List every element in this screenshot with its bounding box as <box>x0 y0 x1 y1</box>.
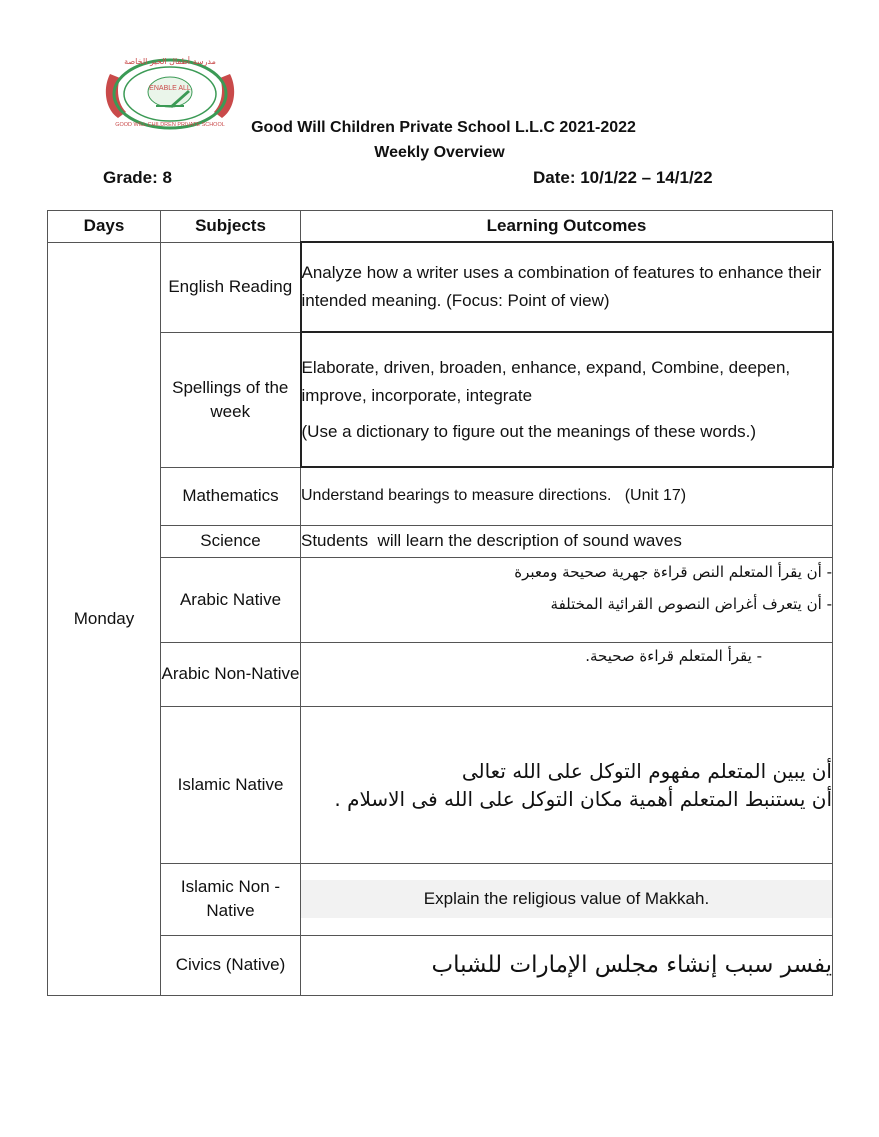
outcome-cell <box>301 525 833 557</box>
outcome-text: Elaborate, driven, broaden, enhance, expand, Combine, deepen, improve, incorporate, integrate <box>301 357 791 405</box>
subject-cell: Spellings of the week <box>161 332 301 467</box>
outcome-cell <box>301 242 833 332</box>
subject-cell: English Reading <box>161 242 301 332</box>
table-row <box>48 525 833 557</box>
outcome-cell <box>301 863 833 935</box>
outcome-text: (Use a dictionary to figure out the meanings of these words.) <box>301 421 757 441</box>
subject-cell: Mathematics <box>161 467 301 525</box>
column-header-subjects: Subjects <box>161 211 301 243</box>
table-row <box>48 863 833 935</box>
table-row <box>48 935 833 995</box>
table-row <box>48 332 833 467</box>
page-subtitle: Weekly Overview <box>374 144 505 161</box>
outcome-cell <box>301 935 833 995</box>
table-header-row <box>48 211 833 243</box>
logo-top-text: مدرسة أطفال الخير الخاصة <box>124 57 216 66</box>
outcome-text: يفسر سبب إنشاء مجلس الإمارات للشباب <box>431 952 832 978</box>
outcome-text: أن يبين المتعلم مفهوم التوكل على الله تعالى <box>461 758 832 783</box>
date-label: Date: 10/1/22 – 14/1/22 <box>533 168 713 187</box>
table-row <box>48 557 833 642</box>
table-row <box>48 242 833 332</box>
logo-ring-text: GOOD WILL CHILDREN PRIVATE SCHOOL <box>115 122 225 128</box>
outcome-text: أن يستنبط المتعلم أهمية مكان التوكل على الله فى الاسلام . <box>334 786 832 811</box>
subject-cell: Civics (Native) <box>161 935 301 995</box>
subject-cell: Arabic Native <box>161 557 301 642</box>
outcome-cell <box>301 706 833 863</box>
school-title: Good Will Children Private School L.L.C 2021-2022 <box>251 119 636 136</box>
day-cell: Monday <box>48 242 161 995</box>
outcome-cell <box>301 557 833 642</box>
outcome-cell <box>301 332 833 467</box>
table-row <box>48 467 833 525</box>
outcome-text: - أن يقرأ المتعلم النص قراءة جهرية صحيحة ومعبرة <box>514 562 832 581</box>
weekly-overview-table <box>47 210 834 996</box>
table-row <box>48 642 833 706</box>
grade-label: Grade: 8 <box>103 168 172 187</box>
outcome-text: Explain the religious value of Makkah. <box>301 880 832 918</box>
outcome-cell <box>301 467 833 525</box>
subject-cell: Islamic Non - Native <box>161 863 301 935</box>
table-row <box>48 706 833 863</box>
subject-cell: Islamic Native <box>161 706 301 863</box>
outcome-text: - يقرأ المتعلم قراءة صحيحة. <box>585 646 762 665</box>
column-header-days: Days <box>48 211 161 243</box>
outcome-cell <box>301 642 833 706</box>
outcome-text: Students will learn the description of sound waves <box>301 531 682 550</box>
outcome-text: Understand bearings to measure directions. (Unit 17) <box>301 487 687 505</box>
outcome-text: Analyze how a writer uses a combination of features to enhance their intended meaning. (Focus: Point of view) <box>301 263 822 310</box>
subject-cell: Science <box>161 525 301 557</box>
column-header-learning-outcomes: Learning Outcomes <box>301 211 833 243</box>
subject-cell: Arabic Non-Native <box>161 642 301 706</box>
outcome-text: - أن يتعرف أغراض النصوص القرائية المختلفة <box>550 594 832 613</box>
logo-center-text: ENABLE ALL <box>149 85 191 92</box>
